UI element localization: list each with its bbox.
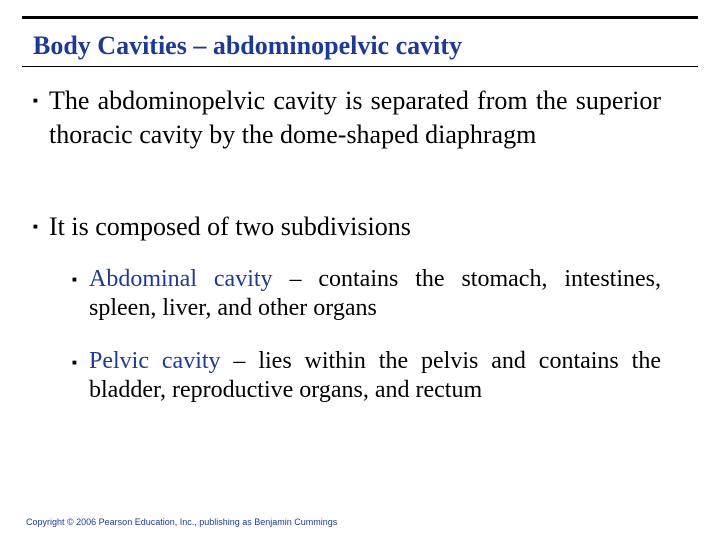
sub-bullet-abdominal-cavity xyxy=(89,265,661,323)
pelvic-cavity-description: – lies within the pelvis and contains the bladder, reproductive organs, and rectum xyxy=(89,348,661,403)
slide-title: Body Cavities – abdominopelvic cavity xyxy=(33,31,463,60)
term-pelvic-cavity: Pelvic cavity xyxy=(89,348,221,374)
sub-bullet-square-icon: ■ xyxy=(72,275,77,284)
bullet-square-icon: ■ xyxy=(33,222,38,231)
top-divider xyxy=(22,16,698,19)
sub-bullet-pelvic-cavity xyxy=(89,347,661,405)
bullet-text-separation: The abdominopelvic cavity is separated from the superior thoracic cavity by the dome-shaped diaphragm xyxy=(49,86,661,149)
bullet-square-icon: ■ xyxy=(33,96,38,105)
sub-bullet-square-icon: ■ xyxy=(72,358,77,367)
bullet-text-subdivisions: It is composed of two subdivisions xyxy=(49,212,411,241)
abdominal-cavity-description: – contains the stomach, intestines, spleen, liver, and other organs xyxy=(89,266,662,321)
copyright-footer: Copyright © 2006 Pearson Education, Inc., publishing as Benjamin Cummings xyxy=(26,517,338,527)
term-abdominal-cavity: Abdominal cavity xyxy=(89,266,273,292)
title-divider xyxy=(22,66,698,67)
